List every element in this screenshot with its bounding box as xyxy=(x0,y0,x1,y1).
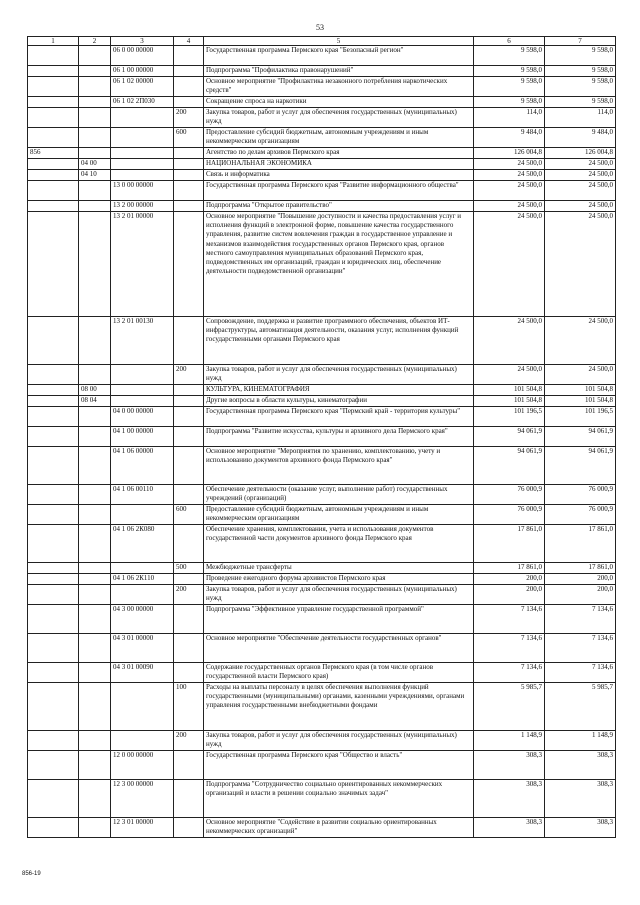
table-cell xyxy=(28,731,79,751)
table-cell: 94 061,9 xyxy=(545,447,616,485)
table-cell xyxy=(174,212,204,317)
table-cell xyxy=(79,563,111,574)
table-cell xyxy=(79,212,111,317)
budget-table xyxy=(27,36,616,838)
table-cell xyxy=(28,365,79,385)
table-cell xyxy=(79,818,111,838)
table-cell: Государственная программа Пермского края "Безопасный регион" xyxy=(204,46,474,66)
table-cell xyxy=(174,97,204,108)
table-cell: 13 2 01 00000 xyxy=(111,212,174,317)
column-number: 3 xyxy=(111,37,174,46)
table-cell: 200 xyxy=(174,731,204,751)
table-cell xyxy=(28,66,79,77)
table-cell: 200 xyxy=(174,365,204,385)
table-cell: 7 134,6 xyxy=(545,605,616,634)
table-row xyxy=(28,605,616,634)
table-cell xyxy=(28,525,79,563)
table-cell: 308,3 xyxy=(474,751,545,780)
table-cell: 308,3 xyxy=(474,780,545,818)
table-cell: 04 3 01 00090 xyxy=(111,663,174,683)
table-cell xyxy=(174,574,204,585)
table-cell: 12 0 00 00000 xyxy=(111,751,174,780)
table-cell xyxy=(174,751,204,780)
table-cell: 24 500,0 xyxy=(545,159,616,170)
table-cell: 856 xyxy=(28,148,79,159)
table-row xyxy=(28,751,616,780)
table-cell xyxy=(28,485,79,505)
table-cell xyxy=(174,201,204,212)
table-row xyxy=(28,66,616,77)
table-row xyxy=(28,563,616,574)
table-cell xyxy=(79,128,111,148)
table-cell: 24 500,0 xyxy=(545,181,616,201)
table-cell: 7 134,6 xyxy=(474,605,545,634)
table-cell xyxy=(28,780,79,818)
table-cell: 12 3 00 00000 xyxy=(111,780,174,818)
table-cell: 7 134,6 xyxy=(474,634,545,663)
table-cell: 126 004,8 xyxy=(474,148,545,159)
table-cell: 9 598,0 xyxy=(474,77,545,97)
table-row xyxy=(28,201,616,212)
table-cell xyxy=(28,505,79,525)
table-cell: 76 000,9 xyxy=(474,505,545,525)
table-row xyxy=(28,731,616,751)
table-cell: 13 0 00 00000 xyxy=(111,181,174,201)
table-cell xyxy=(28,683,79,731)
table-cell: 17 861,0 xyxy=(474,563,545,574)
table-cell xyxy=(28,108,79,128)
table-cell xyxy=(28,563,79,574)
table-row xyxy=(28,396,616,407)
column-number: 6 xyxy=(474,37,545,46)
table-cell: Основное мероприятие "Содействие в развитии социально ориентированных некоммерческих организаций" xyxy=(204,818,474,838)
table-cell xyxy=(28,170,79,181)
table-cell: 600 xyxy=(174,505,204,525)
table-row xyxy=(28,663,616,683)
table-cell xyxy=(28,751,79,780)
table-cell: Межбюджетные трансферты xyxy=(204,563,474,574)
budget-table-container xyxy=(27,36,615,838)
table-cell xyxy=(174,159,204,170)
table-row xyxy=(28,634,616,663)
table-cell xyxy=(174,525,204,563)
table-cell: 200 xyxy=(174,585,204,605)
table-cell: 9 598,0 xyxy=(545,77,616,97)
table-cell xyxy=(79,485,111,505)
table-cell: Подпрограмма "Профилактика правонарушений" xyxy=(204,66,474,77)
table-row xyxy=(28,818,616,838)
table-cell xyxy=(28,605,79,634)
table-cell xyxy=(174,634,204,663)
table-cell xyxy=(79,108,111,128)
table-cell: 1 148,9 xyxy=(474,731,545,751)
table-cell: Государственная программа Пермского края "Пермский край - территория культуры" xyxy=(204,407,474,427)
table-cell: Закупка товаров, работ и услуг для обеспечения государственных (муниципальных) нужд xyxy=(204,585,474,605)
table-cell: 06 1 02 00000 xyxy=(111,77,174,97)
table-cell: 9 598,0 xyxy=(474,66,545,77)
table-row xyxy=(28,407,616,427)
table-row xyxy=(28,365,616,385)
table-cell: 24 500,0 xyxy=(474,170,545,181)
table-cell: Расходы на выплаты персоналу в целях обеспечения выполнения функций государственными (муниципальными) органами, казенными учреждениями, органами управления государственными внебюджетными фондами xyxy=(204,683,474,731)
table-row xyxy=(28,46,616,66)
table-cell xyxy=(79,731,111,751)
table-row xyxy=(28,505,616,525)
table-cell xyxy=(79,683,111,731)
table-cell: 24 500,0 xyxy=(474,181,545,201)
table-cell: 04 1 06 2К080 xyxy=(111,525,174,563)
column-number: 2 xyxy=(79,37,111,46)
table-cell: 24 500,0 xyxy=(545,365,616,385)
table-cell xyxy=(28,396,79,407)
table-cell: Закупка товаров, работ и услуг для обеспечения государственных (муниципальных) нужд xyxy=(204,365,474,385)
table-cell: 500 xyxy=(174,563,204,574)
table-cell xyxy=(111,563,174,574)
table-cell: КУЛЬТУРА, КИНЕМАТОГРАФИЯ xyxy=(204,385,474,396)
table-cell: 04 3 01 00000 xyxy=(111,634,174,663)
table-cell xyxy=(79,663,111,683)
table-body xyxy=(28,46,616,838)
table-cell: 1 148,9 xyxy=(545,731,616,751)
table-cell: Основное мероприятие "Профилактика незаконного потребления наркотических средств" xyxy=(204,77,474,97)
table-cell xyxy=(28,574,79,585)
table-cell xyxy=(111,731,174,751)
table-row xyxy=(28,574,616,585)
table-cell: 200 xyxy=(174,108,204,128)
table-cell: 94 061,9 xyxy=(545,427,616,447)
table-cell: 9 484,0 xyxy=(545,128,616,148)
document-footer-code: 856-19 xyxy=(22,871,41,877)
table-row xyxy=(28,77,616,97)
table-cell xyxy=(28,385,79,396)
table-cell: 308,3 xyxy=(545,780,616,818)
table-cell xyxy=(79,447,111,485)
table-cell: 7 134,6 xyxy=(545,634,616,663)
table-cell xyxy=(28,447,79,485)
table-cell xyxy=(79,46,111,66)
table-cell xyxy=(111,148,174,159)
table-cell xyxy=(79,97,111,108)
table-cell: Агентство по делам архивов Пермского края xyxy=(204,148,474,159)
table-cell xyxy=(79,317,111,365)
table-cell: Сопровождение, поддержка и развитие программного обеспечения, объектов ИТ-инфраструктуры, автоматизация деятельности, оказания услуг, исполнения функций государственными органами Пермского края xyxy=(204,317,474,365)
table-cell: 9 484,0 xyxy=(474,128,545,148)
table-row xyxy=(28,447,616,485)
table-cell: 04 1 06 00110 xyxy=(111,485,174,505)
table-row xyxy=(28,485,616,505)
table-cell xyxy=(111,683,174,731)
table-cell xyxy=(111,159,174,170)
table-cell xyxy=(174,181,204,201)
table-cell: Подпрограмма "Открытое правительство" xyxy=(204,201,474,212)
table-cell: 308,3 xyxy=(545,818,616,838)
table-cell xyxy=(79,201,111,212)
table-cell: Другие вопросы в области культуры, кинематографии xyxy=(204,396,474,407)
table-cell xyxy=(28,818,79,838)
table-row xyxy=(28,683,616,731)
table-cell xyxy=(79,181,111,201)
table-cell xyxy=(79,77,111,97)
table-cell: Основное мероприятие "Повышение доступности и качества предоставления услуг и исполнения функций в электронной форме, повышение качества государственного управления, развитие систем вовлечения граждан в государственное управление и механизмов взаимодействия государственных органов Пермского края, органов местного самоуправления муниципальных образований Пермского края, подведомственных им организаций, граждан и юридических лиц, обеспечение деятельности подведомственной организации" xyxy=(204,212,474,317)
table-cell: 08 04 xyxy=(79,396,111,407)
table-cell: 200,0 xyxy=(474,585,545,605)
table-row xyxy=(28,181,616,201)
table-row xyxy=(28,780,616,818)
table-cell: Предоставление субсидий бюджетным, автономным учреждениям и иным некоммерческим организациям xyxy=(204,128,474,148)
table-row xyxy=(28,159,616,170)
table-cell: 04 1 06 2К110 xyxy=(111,574,174,585)
table-cell xyxy=(174,396,204,407)
table-cell: 24 500,0 xyxy=(474,365,545,385)
table-cell xyxy=(111,365,174,385)
table-cell: 76 000,9 xyxy=(474,485,545,505)
table-cell: Обеспечение деятельности (оказание услуг, выполнение работ) государственных учреждений (организаций) xyxy=(204,485,474,505)
table-cell xyxy=(174,148,204,159)
table-cell: 17 861,0 xyxy=(545,525,616,563)
table-cell xyxy=(79,505,111,525)
table-cell: 200,0 xyxy=(474,574,545,585)
table-cell xyxy=(79,407,111,427)
table-cell xyxy=(79,525,111,563)
table-cell: 24 500,0 xyxy=(474,159,545,170)
table-cell: 04 3 00 00000 xyxy=(111,605,174,634)
table-row xyxy=(28,170,616,181)
table-cell: НАЦИОНАЛЬНАЯ ЭКОНОМИКА xyxy=(204,159,474,170)
table-row xyxy=(28,148,616,159)
table-cell: Обеспечение хранения, комплектования, учета и использования документов государственной части документов архивного фонда Пермского края xyxy=(204,525,474,563)
table-cell xyxy=(79,365,111,385)
table-cell xyxy=(28,77,79,97)
table-cell xyxy=(111,505,174,525)
table-cell: 101 504,8 xyxy=(474,385,545,396)
table-row xyxy=(28,585,616,605)
table-cell xyxy=(111,170,174,181)
table-cell: Закупка товаров, работ и услуг для обеспечения государственных (муниципальных) нужд xyxy=(204,108,474,128)
table-cell: 94 061,9 xyxy=(474,427,545,447)
table-cell xyxy=(174,77,204,97)
table-cell: 101 504,8 xyxy=(474,396,545,407)
table-cell: 5 985,7 xyxy=(545,683,616,731)
table-cell: 17 861,0 xyxy=(545,563,616,574)
table-cell xyxy=(174,605,204,634)
column-number: 4 xyxy=(174,37,204,46)
table-cell: 200,0 xyxy=(545,585,616,605)
table-cell xyxy=(174,170,204,181)
table-cell xyxy=(28,585,79,605)
table-cell: 04 1 06 00000 xyxy=(111,447,174,485)
table-cell: 13 2 01 00130 xyxy=(111,317,174,365)
table-cell xyxy=(79,148,111,159)
table-row xyxy=(28,212,616,317)
table-cell: 12 3 01 00000 xyxy=(111,818,174,838)
table-cell xyxy=(174,407,204,427)
table-cell xyxy=(28,212,79,317)
column-number-row xyxy=(28,37,616,46)
table-row xyxy=(28,97,616,108)
table-cell: 100 xyxy=(174,683,204,731)
table-cell xyxy=(111,396,174,407)
table-cell xyxy=(174,385,204,396)
table-cell: 24 500,0 xyxy=(545,212,616,317)
table-cell: 9 598,0 xyxy=(545,46,616,66)
table-row xyxy=(28,108,616,128)
table-cell xyxy=(174,780,204,818)
table-cell xyxy=(174,66,204,77)
table-row xyxy=(28,128,616,148)
table-cell: 13 2 00 00000 xyxy=(111,201,174,212)
table-cell xyxy=(79,634,111,663)
table-cell xyxy=(28,97,79,108)
table-cell: 101 504,8 xyxy=(545,385,616,396)
table-cell: Содержание государственных органов Пермского края (в том числе органов государственной власти Пермского края) xyxy=(204,663,474,683)
table-cell: 76 000,9 xyxy=(545,485,616,505)
table-cell xyxy=(111,585,174,605)
column-number: 1 xyxy=(28,37,79,46)
table-cell xyxy=(28,427,79,447)
table-cell xyxy=(79,780,111,818)
table-cell xyxy=(28,181,79,201)
table-cell xyxy=(174,447,204,485)
table-cell: 126 004,8 xyxy=(545,148,616,159)
table-cell: 24 500,0 xyxy=(545,317,616,365)
table-cell: 24 500,0 xyxy=(545,201,616,212)
table-cell xyxy=(28,128,79,148)
table-cell: 24 500,0 xyxy=(474,201,545,212)
table-cell xyxy=(79,574,111,585)
table-cell: 308,3 xyxy=(474,818,545,838)
table-cell xyxy=(111,385,174,396)
column-number: 5 xyxy=(204,37,474,46)
table-cell: 24 500,0 xyxy=(474,317,545,365)
table-cell: 04 1 00 00000 xyxy=(111,427,174,447)
table-cell xyxy=(28,663,79,683)
table-cell: 94 061,9 xyxy=(474,447,545,485)
table-cell: 200,0 xyxy=(545,574,616,585)
table-cell: 04 00 xyxy=(79,159,111,170)
table-cell xyxy=(79,751,111,780)
table-cell: 17 861,0 xyxy=(474,525,545,563)
table-cell: Государственная программа Пермского края "Развитие информационного общества" xyxy=(204,181,474,201)
page-number: 53 xyxy=(316,23,324,32)
table-cell: 06 0 00 00000 xyxy=(111,46,174,66)
table-cell: 5 985,7 xyxy=(474,683,545,731)
table-row xyxy=(28,385,616,396)
column-number: 7 xyxy=(545,37,616,46)
table-cell xyxy=(79,427,111,447)
table-cell xyxy=(111,128,174,148)
table-cell: 101 196,5 xyxy=(474,407,545,427)
table-cell: 7 134,6 xyxy=(474,663,545,683)
table-cell: 308,3 xyxy=(545,751,616,780)
table-cell: 76 000,9 xyxy=(545,505,616,525)
table-cell: Связь и информатика xyxy=(204,170,474,181)
table-cell: 114,0 xyxy=(474,108,545,128)
table-cell xyxy=(174,663,204,683)
table-cell: 7 134,6 xyxy=(545,663,616,683)
table-cell xyxy=(28,317,79,365)
table-cell xyxy=(79,585,111,605)
table-cell: 101 504,8 xyxy=(545,396,616,407)
table-cell xyxy=(174,46,204,66)
table-cell: 08 00 xyxy=(79,385,111,396)
table-cell xyxy=(174,818,204,838)
table-cell: 101 196,5 xyxy=(545,407,616,427)
table-cell: Подпрограмма "Эффективное управление государственной программой" xyxy=(204,605,474,634)
table-cell: 114,0 xyxy=(545,108,616,128)
table-cell: Подпрограмма "Сотрудничество социально ориентированных некоммерческих организаций и власти в решении социально значимых задач" xyxy=(204,780,474,818)
table-cell: Закупка товаров, работ и услуг для обеспечения государственных (муниципальных) нужд xyxy=(204,731,474,751)
table-cell: 06 1 00 00000 xyxy=(111,66,174,77)
table-cell xyxy=(174,485,204,505)
table-cell: 9 598,0 xyxy=(545,97,616,108)
table-cell: 06 1 02 2П030 xyxy=(111,97,174,108)
table-cell xyxy=(174,317,204,365)
table-cell: 24 500,0 xyxy=(474,212,545,317)
table-cell: 9 598,0 xyxy=(545,66,616,77)
table-cell xyxy=(28,634,79,663)
table-cell xyxy=(174,427,204,447)
table-cell xyxy=(28,407,79,427)
table-cell: 04 10 xyxy=(79,170,111,181)
table-row xyxy=(28,427,616,447)
table-cell xyxy=(79,66,111,77)
table-cell xyxy=(111,108,174,128)
table-cell xyxy=(28,46,79,66)
table-cell: 9 598,0 xyxy=(474,97,545,108)
table-cell: Предоставление субсидий бюджетным, автономным учреждениям и иным некоммерческим организациям xyxy=(204,505,474,525)
table-cell: 04 0 00 00000 xyxy=(111,407,174,427)
table-cell: 9 598,0 xyxy=(474,46,545,66)
table-row xyxy=(28,317,616,365)
table-cell xyxy=(79,605,111,634)
table-row xyxy=(28,525,616,563)
table-cell: Сокращение спроса на наркотики xyxy=(204,97,474,108)
table-cell: Проведение ежегодного форума архивистов Пермского края xyxy=(204,574,474,585)
table-cell: 600 xyxy=(174,128,204,148)
table-cell: Основное мероприятие "Обеспечение деятельности государственных органов" xyxy=(204,634,474,663)
table-cell: Подпрограмма "Развитие искусства, культуры и архивного дела Пермского края" xyxy=(204,427,474,447)
table-cell xyxy=(28,201,79,212)
table-cell: 24 500,0 xyxy=(545,170,616,181)
table-cell: Государственная программа Пермского края "Общество и власть" xyxy=(204,751,474,780)
table-cell xyxy=(28,159,79,170)
table-cell: Основное мероприятие "Мероприятия по хранению, комплектованию, учету и использованию документов архивного фонда Пермского края" xyxy=(204,447,474,485)
